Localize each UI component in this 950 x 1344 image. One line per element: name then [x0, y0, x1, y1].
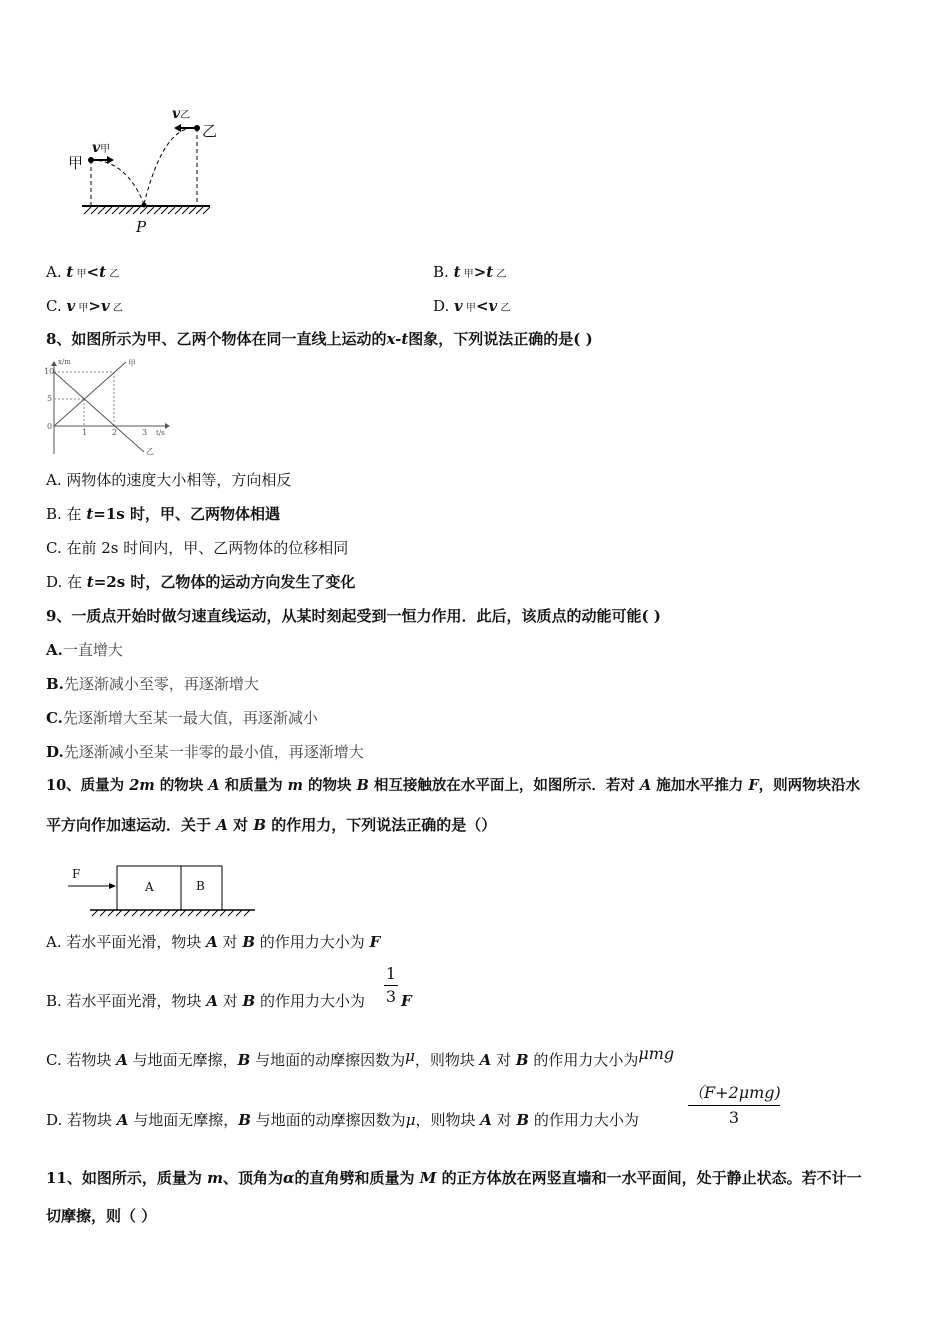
q10-option-d: D. 若物块 A 与地面无摩擦，B 与地面的动摩擦因数为μ，则物块 A 对 B 的作用力大小为: [46, 1111, 639, 1129]
q7-option-b: B. t 甲>t 乙: [433, 263, 507, 281]
q11-stem-line2: 切摩擦，则（ ）: [46, 1207, 157, 1225]
graph-x3: 3: [142, 428, 148, 437]
q9-option-b: B.先逐渐减小至零，再逐渐增大: [46, 675, 259, 693]
q9-option-c: C.先逐渐增大至某一最大值，再逐渐减小: [46, 709, 318, 727]
q10-option-a: A. 若水平面光滑，物块 A 对 B 的作用力大小为 F: [46, 933, 381, 951]
xt-graph: [44, 358, 174, 460]
q7-option-a: A. t 甲<t 乙: [46, 263, 120, 281]
q9-option-d: D.先逐渐减小至某一非零的最小值，再逐渐增大: [46, 743, 364, 761]
q10-stem-line2: 平方向作加速运动．关于 A 对 B 的作用力，下列说法正确的是（）: [46, 816, 497, 834]
graph-x1: 1: [82, 428, 88, 437]
q10-option-c: C. 若物块 A 与地面无摩擦，B 与地面的动摩擦因数为μ，则物块 A 对 B 的作用力大小为μmg: [46, 1044, 675, 1069]
force-label: F: [72, 867, 81, 881]
graph-y5: 5: [47, 394, 53, 403]
q10-option-b: B. 若水平面光滑，物块 A 对 B 的作用力大小为: [46, 992, 365, 1010]
block-a-label: A: [145, 880, 154, 894]
q10-stem-line1: 10、质量为 2m 的物块 A 和质量为 m 的物块 B 相互接触放在水平面上，如图所示．若对 A 施加水平推力 F，则两物块沿水: [46, 777, 861, 794]
label-v-jia: v甲: [92, 140, 111, 156]
q8-option-b: B. 在 t=1s 时，甲、乙两物体相遇: [46, 505, 280, 523]
q10-option-b-f: F: [401, 992, 412, 1010]
graph-ylabel: x/m: [58, 358, 71, 366]
graph-line-jia: 甲: [128, 359, 136, 368]
fraction-d: （F+2μmg) 3: [688, 1083, 781, 1127]
graph-line-yi: 乙: [146, 447, 154, 456]
q7-option-c: C. v 甲>v 乙: [46, 297, 123, 315]
projectile-figure: [64, 104, 224, 236]
graph-origin: 0: [47, 422, 53, 431]
graph-xlabel: t/s: [156, 429, 165, 437]
q11-stem-line1: 11、如图所示，质量为 m、顶角为α的直角劈和质量为 M 的正方体放在两竖直墙和一水平面间，处于静止状态。若不计一: [46, 1169, 862, 1187]
label-yi: 乙: [202, 122, 218, 140]
q9-stem: 9、一质点开始时做匀速直线运动，从某时刻起受到一恒力作用．此后，该质点的动能可能( ): [46, 607, 661, 625]
q8-option-c: C. 在前 2s 时间内，甲、乙两物体的位移相同: [46, 539, 349, 557]
block-b-label: B: [196, 879, 205, 893]
q8-stem: 8、如图所示为甲、乙两个物体在同一直线上运动的x-t图象，下列说法正确的是( ): [46, 330, 593, 348]
label-p: P: [136, 218, 147, 236]
q8-option-d: D. 在 t=2s 时，乙物体的运动方向发生了变化: [46, 573, 356, 591]
label-jia: 甲: [68, 154, 84, 172]
q9-option-a: A.一直增大: [46, 641, 123, 659]
q8-option-a: A. 两物体的速度大小相等，方向相反: [46, 471, 292, 489]
graph-y10: 10: [44, 367, 55, 376]
q7-option-d: D. v 甲<v 乙: [433, 297, 511, 315]
blocks-figure: [60, 860, 260, 920]
label-v-yi: v乙: [172, 106, 191, 122]
graph-x2: 2: [112, 428, 118, 437]
fraction-one-third: 1 3: [385, 964, 397, 1006]
